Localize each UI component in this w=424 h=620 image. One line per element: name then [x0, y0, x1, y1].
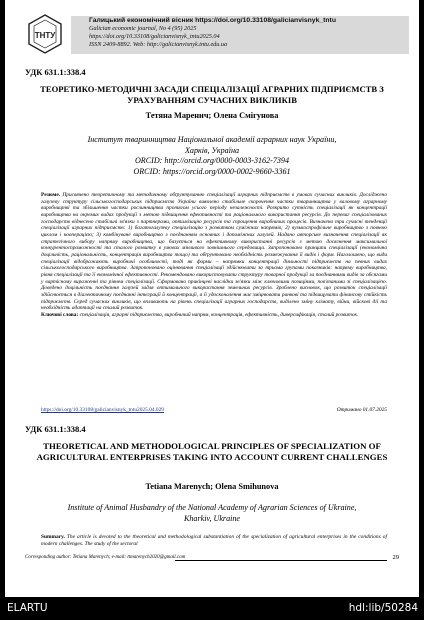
affiliation-ua-line2: Харків, Україна	[184, 145, 240, 155]
page-footer	[25, 555, 399, 560]
journal-page	[5, 0, 419, 597]
affiliation-ua-line1: Інститут тваринництва Національної академії аграрних наук України,	[87, 135, 337, 144]
doi-line	[41, 407, 387, 413]
header-issue-doi[interactable]: https://doi.org/10.33108/galicianvisnyk_tntu2025.04	[89, 33, 220, 40]
header-text-block	[71, 16, 409, 54]
keywords-ua	[41, 312, 387, 319]
journal-header	[27, 12, 407, 56]
viewer-bottom-bar	[0, 597, 424, 620]
summary-text: The article is devoted to the theoretical and methodological substantiation of the specialization of agricultural enterprises in the conditions of modern challenges. The study of the sectoral	[41, 534, 387, 547]
article-doi-link[interactable]: https://doi.org/10.33108/galicianvisnyk_tntu2025.04.029	[41, 407, 164, 413]
corresponding-author: Corresponding author: Tetiana Marenych; e-mail: ttmarenych2020@gmail.com	[25, 555, 186, 560]
affiliation-ua	[35, 135, 389, 177]
svg-text:ТНТУ: ТНТУ	[34, 31, 56, 40]
keywords-text: спеціалізація, аграрні підприємства, виробничий напрям, концентрація, ефективність, диверсифікація, сталий розвиток.	[79, 312, 359, 319]
article-title-ua: ТЕОРЕТИКО-МЕТОДИЧНІ ЗАСАДИ СПЕЦІАЛІЗАЦІЇ АГРАРНИХ ПІДПРИЄМСТВ З УРАХУВАННЯМ СУЧАСНИХ ВИКЛИКІВ	[40, 84, 384, 105]
abstract-label: Резюме.	[41, 192, 61, 198]
keywords-label: Ключові слова:	[41, 312, 79, 319]
summary-label: Summary.	[41, 534, 65, 540]
header-journal-en: Galician economic journal, No 4 (95) 2025	[89, 25, 197, 32]
received-date: Отримано 01.07.2025	[336, 407, 387, 413]
affiliation-en	[35, 503, 389, 524]
header-journal-ua: Галицький економічний вісник https://doi.org/10.33108/galicianvisnyk_tntu	[89, 17, 336, 24]
page-number: 29	[392, 554, 399, 561]
affiliation-en-line1: Institute of Animal Husbandry of the National Academy of Agrarian Sciences of Ukraine,	[67, 503, 357, 512]
authors-en: Tetiana Marenych; Olena Smihunova	[145, 482, 279, 491]
abstract-ua	[41, 192, 387, 319]
footer-rule	[175, 560, 387, 561]
orcid-link-1[interactable]: ORCID: http://orcid.org/0000-0003-3162-7394	[134, 156, 290, 165]
header-issn: ISSN 2409-8892. Web: http://galicianvisnyk.tntu.edu.ua	[89, 41, 228, 48]
orcid-link-2[interactable]: ORCID: https://orcid.org/0000-0002-9660-3361	[133, 166, 291, 176]
repository-label: ELARTU	[7, 602, 48, 614]
tntu-logo	[27, 14, 63, 54]
udk-en: УДК 631.1:338.4	[25, 424, 86, 434]
summary-en	[41, 534, 387, 548]
udk-ua: УДК 631.1:338.4	[25, 67, 86, 77]
authors-ua: Тетяна Маренич; Олена Смігунова	[145, 111, 279, 120]
abstract-text: Присвячено теоретичному та методичному обґрунтуванню спеціалізації аграрних підприємств в умовах сучасних викликів. Досліджено галузеву структуру сільськогосподарських підприємств України виявлено стабільне скорочення частки тваринництва у валовому аграрному виробництві та збільшення частки рослинництва протягом усього періоду незалежності. Розкрито сутність спеціалізації як концентрації виробництва на окремих видах продукції з метою підвищення ефективності та раціонального використання ресурсів. До переваг спеціалізованих господарств віднесено стабільні зв'язки з партнерами, оптимізацію ресурсів та спрощення виробничих процесів. Визначено три сучасні тенденції спеціалізації аграрних підприємств: 1) багатогалузеву спеціалізацію з розвитком суміжних напрямів; 2) вузькоспрофільне виробництво з повною циклом і кооперацією; 3) комбінуване виробництво з поєднанням основних і допоміжних галузей. Надано авторське визначення спеціалізації як стратегічного вибору напряму виробництва, що базується на ефективному використанні ресурсів з метою досягнення максимальної конкурентоспроможності та сталого розвитку в умовах мінливого зовнішнього середовища. Запропоновано принципи спеціалізації (економічна доцільність, раціональність, концентрація виробництва тощо) та обґрунтовано необхідність розмежування її видів і форм. Наголошено, що види спеціалізації відображають виробничі особливості, тоді як форми – напрямки концентрації діяльності підприємств на певних видах сільськогосподарського виробництва. Запропоновано оцінювання спеціалізації здійснювати за трьома групами показників: напряму виробництва, рівня спеціалізації та її економічної ефективності. Рекомендовано використовувати структуру товарної продукції за поєднаннями видів за обсягами у вартісному вираженні та рівнем спеціалізації. Сформовано прикінцеві наслідки зв'язки між ключовими позиціями, пов'язаними зі спеціалізацією. Доведено доцільність поєднання галузей задля оптимального використання земельних ресурсів. Зроблено висновок, що розвиток спеціалізації здійснюється в діалектичному поєднанні інтеграції й концентрації, а її удосконалення має зміцнювати ринкові та підвищувати фінансову стійкість підприємств. Серед сучасних викликів, що впливають на рівень спеціалізації аграрних господарств, виділено зміну клімату, війни, війскові дії та необхідність адаптації на сталий розвиток.	[41, 192, 387, 312]
article-title-en: THEORETICAL AND METHODOLOGICAL PRINCIPLES OF SPECIALIZATION OF AGRICULTURAL ENTERPRISES TAKING INTO ACCOUNT CURRENT CHALLENGES	[36, 441, 388, 462]
handle-label[interactable]: hdl:lib/50284	[348, 602, 418, 614]
affiliation-en-line2: Kharkiv, Ukraine	[183, 513, 241, 523]
